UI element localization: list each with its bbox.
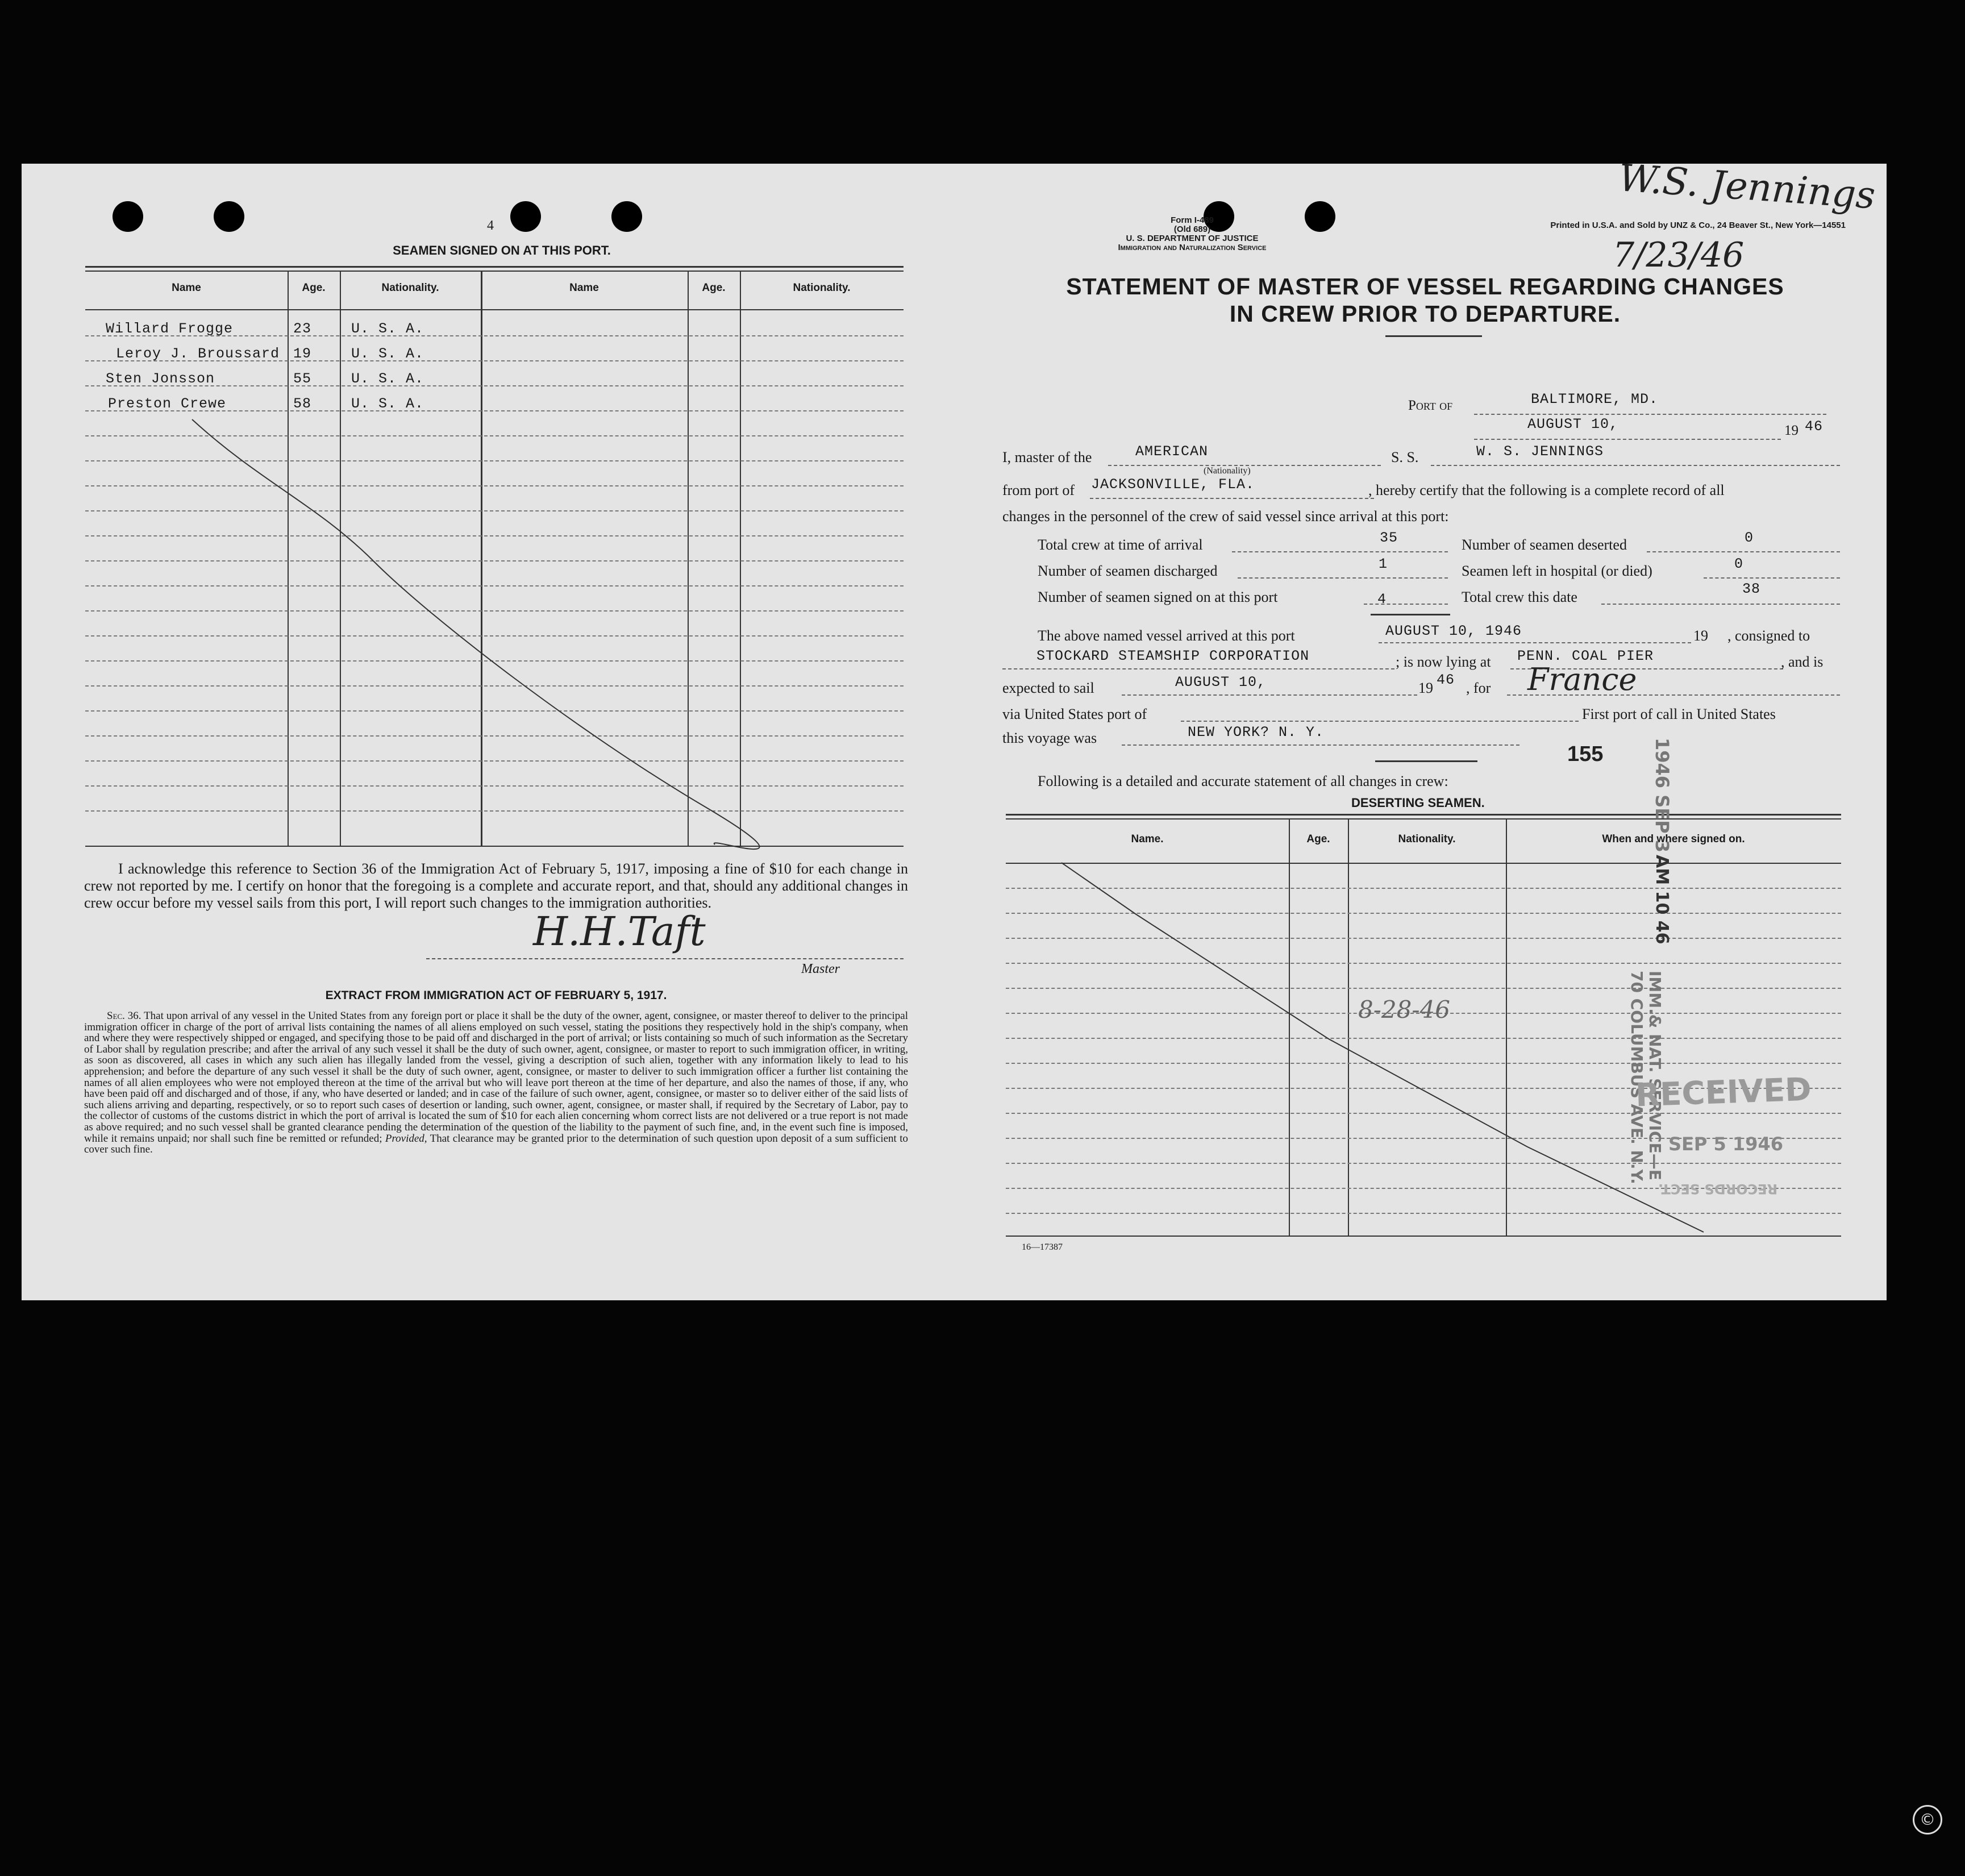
year-prefix: 19 <box>1784 423 1799 438</box>
form-number: Form I-489 <box>1171 215 1214 225</box>
expected-year-prefix: 19 <box>1418 680 1433 696</box>
service: Immigration and Naturalization Service <box>1118 243 1267 252</box>
page-number: 4 <box>487 218 494 233</box>
stat-value: 1 <box>1379 556 1388 572</box>
stat-label: Total crew this date <box>1462 589 1577 605</box>
seaman-nationality: U. S. A. <box>351 346 424 362</box>
printer-line: Printed in U.S.A. and Sold by UNZ & Co., 24 Beaver St., New York—14551 <box>1550 221 1846 230</box>
extract-body: That upon arrival of any vessel in the United States from any foreign port or place it shall be the duty of the owner, agent, consignee, or master thereof to deliver to the principal immigration officer in charge of the port of arrival lists containing the names of all aliens employed on such vessel, stating the positions they respectively hold in the ship's company, when and where they were respectively shipped or engaged, and specifying those to be paid off and discharged in the port of arrival; or lists containing so much of such information as the Secretary of Labor shall by regulation prescribe; and after the arrival of any such vessel it shall be the duty of such owner, agent, consignee, or master to report to such immigration officer, in writing, as soon as discovered, all cases in which any such alien has illegally landed from the vessel, giving a description of such alien, together with any information likely to lead to his apprehension; and before the departure of any such vessel it shall be the duty of such owner, agent, consignee, or master to deliver to such immigration officer a further list containing the names of all alien employees who were not employed thereon at the time of the arrival but who will leave port thereon at the time of her departure, and also the names of those, if any, who have been paid off and discharged and of those, if any, who have deserted or landed; and in case of the failure of such owner, agent, consignee, or master so to deliver either of the said lists of such aliens arriving and departing, respectively, or so to report such cases of desertion or landing, such owner, agent, consignee, or master shall, if required by the Secretary of Labor, pay to the collector of customs of the customs district in which the port of arrival is located the sum of $10 for each alien concerning whom correct lists are not delivered or a true report is not made as above required; and no such vessel shall be granted clearance pending the determination of the question of the liability to the payment of such fine, and, in the event such fine is imposed, while it remains unpaid; nor shall such fine be remitted or refunded; <box>84 1010 908 1145</box>
lying-label: ; is now lying at <box>1396 654 1491 670</box>
arrived-label: The above named vessel arrived at this port <box>1038 627 1295 644</box>
col-header-age: Age. <box>302 282 326 294</box>
date-value: AUGUST 10, <box>1527 416 1619 432</box>
seaman-age: 19 <box>293 346 312 362</box>
year-value: 46 <box>1805 418 1824 435</box>
received-stamp: RECEIVED <box>1634 1071 1812 1114</box>
seaman-nationality: U. S. A. <box>351 321 424 337</box>
nationality-caption: (Nationality) <box>1204 466 1251 476</box>
stat-label: Total crew at time of arrival <box>1038 536 1203 553</box>
and-is-label: , and is <box>1781 654 1824 670</box>
title-line-1: STATEMENT OF MASTER OF VESSEL REGARDING CHANGES <box>1066 273 1784 300</box>
form-header <box>1061 216 1323 252</box>
seaman-name: Willard Frogge <box>106 321 234 337</box>
handwritten-date: 7/23/46 <box>1613 235 1745 275</box>
vessel-name: W. S. JENNINGS <box>1476 443 1604 460</box>
stat-value: 0 <box>1734 556 1744 572</box>
received-sub-stamp: RECORDS SECT. <box>1658 1181 1778 1197</box>
consignee-value: STOCKARD STEAMSHIP CORPORATION <box>1036 648 1310 664</box>
from-port-label: from port of <box>1002 482 1075 498</box>
extract-text <box>84 1010 908 1155</box>
port-label: Port of <box>1408 398 1453 413</box>
nationality-value: AMERICAN <box>1135 443 1209 460</box>
lying-value: PENN. COAL PIER <box>1517 648 1654 664</box>
col-header-nationality-2: Nationality. <box>793 282 851 294</box>
col-header-name-2: Name <box>569 282 599 294</box>
arrived-year-prefix: 19 <box>1693 627 1708 644</box>
stat-label: Seamen left in hospital (or died) <box>1462 563 1652 579</box>
desert-col-name: Name. <box>1131 833 1164 845</box>
stat-label: Number of seamen deserted <box>1462 536 1627 553</box>
stat-value: 4 <box>1377 591 1387 608</box>
seaman-nationality: U. S. A. <box>351 396 424 412</box>
consigned-label: , consigned to <box>1727 627 1810 644</box>
voyage-label: this voyage was <box>1002 730 1097 746</box>
seaman-name: Leroy J. Broussard <box>116 346 280 362</box>
handwritten-note: 8-28-46 <box>1358 996 1450 1024</box>
department: U. S. DEPARTMENT OF JUSTICE <box>1126 234 1259 243</box>
for-label: , for <box>1466 680 1491 696</box>
seaman-name: Preston Crewe <box>108 396 227 412</box>
arrived-value: AUGUST 10, 1946 <box>1385 623 1522 639</box>
form-footer: 16—17387 <box>1022 1242 1063 1252</box>
deserting-title: DESERTING SEAMEN. <box>1351 796 1485 810</box>
seaman-age: 58 <box>293 396 312 412</box>
extract-section: Sec. 36. <box>107 1010 141 1022</box>
service-stamp-line-2: 70 COLUMBUS AVE. N.Y. <box>1627 971 1646 1184</box>
service-stamp-line-1: IMM.& NAT. SERVICE—E <box>1646 971 1664 1180</box>
stamp-number: 155 <box>1567 742 1604 766</box>
port-value: BALTIMORE, MD. <box>1531 391 1659 407</box>
desert-col-age: Age. <box>1306 833 1330 845</box>
certify-text: , hereby certify that the following is a complete record of all <box>1368 482 1725 498</box>
acknowledgement-text: I acknowledge this reference to Section 36 of the Immigration Act of February 5, 1917, imposing a fine of $10 for each change in crew not reported by me. I certify on honor that the foregoing is a complete and accurate report, and that, should any additional changes in crew occur before my vessel sails from this port, I will report such changes to the immigration authorities. <box>84 860 908 911</box>
expected-label: expected to sail <box>1002 680 1094 696</box>
stat-value: 38 <box>1742 581 1761 597</box>
stat-label: Number of seamen discharged <box>1038 563 1218 579</box>
master-label: Master <box>801 962 840 976</box>
col-header-name: Name <box>172 282 201 294</box>
received-date: SEP 5 1946 <box>1668 1133 1783 1155</box>
extract-title: EXTRACT FROM IMMIGRATION ACT OF FEBRUARY 5, 1917. <box>325 989 667 1002</box>
seaman-age: 55 <box>293 371 312 387</box>
stat-value: 0 <box>1745 530 1754 546</box>
col-header-nationality: Nationality. <box>381 282 439 294</box>
following-text: Following is a detailed and accurate statement of all changes in crew: <box>1038 773 1448 789</box>
page-title <box>999 273 1851 327</box>
stat-label: Number of seamen signed on at this port <box>1038 589 1278 605</box>
voyage-value: NEW YORK? N. Y. <box>1188 724 1325 741</box>
seaman-age: 23 <box>293 321 312 337</box>
copyright-icon: © <box>1913 1805 1942 1835</box>
ss-label: S. S. <box>1391 449 1419 465</box>
master-of-label: I, master of the <box>1002 449 1092 465</box>
section-title-signed-on: SEAMEN SIGNED ON AT THIS PORT. <box>393 243 611 257</box>
document-sheet <box>22 156 1887 1300</box>
stamp-date: 1946 SEP 3 <box>1651 738 1673 852</box>
seaman-name: Sten Jonsson <box>106 371 215 387</box>
master-signature: H.H.Taft <box>533 908 706 955</box>
first-port-label: First port of call in United States <box>1582 706 1776 722</box>
seaman-nationality: U. S. A. <box>351 371 424 387</box>
col-header-age-2: Age. <box>702 282 726 294</box>
expected-value: AUGUST 10, <box>1175 674 1267 690</box>
stat-value: 35 <box>1380 530 1398 546</box>
from-port-value: JACKSONVILLE, FLA. <box>1091 476 1255 493</box>
expected-year: 46 <box>1437 672 1455 688</box>
desert-col-nationality: Nationality. <box>1398 833 1456 845</box>
handwritten-vessel-name: W.S. Jennings <box>1617 156 1877 218</box>
title-line-2: IN CREW PRIOR TO DEPARTURE. <box>1229 301 1621 327</box>
form-old-number: (Old 689) <box>1173 224 1211 234</box>
destination-value: France <box>1527 662 1637 697</box>
desert-col-when-where: When and where signed on. <box>1602 833 1745 845</box>
cross-out-line <box>22 164 959 874</box>
extract-proviso: Provided, <box>385 1132 427 1145</box>
stamp-time: AM 10 46 <box>1652 855 1672 945</box>
extract-tail: That clearance may be granted prior to the determination of such question upon deposit of a sum sufficient to cover such fine. <box>84 1132 908 1156</box>
via-label: via United States port of <box>1002 706 1147 722</box>
changes-text: changes in the personnel of the crew of said vessel since arrival at this port: <box>1002 508 1449 525</box>
